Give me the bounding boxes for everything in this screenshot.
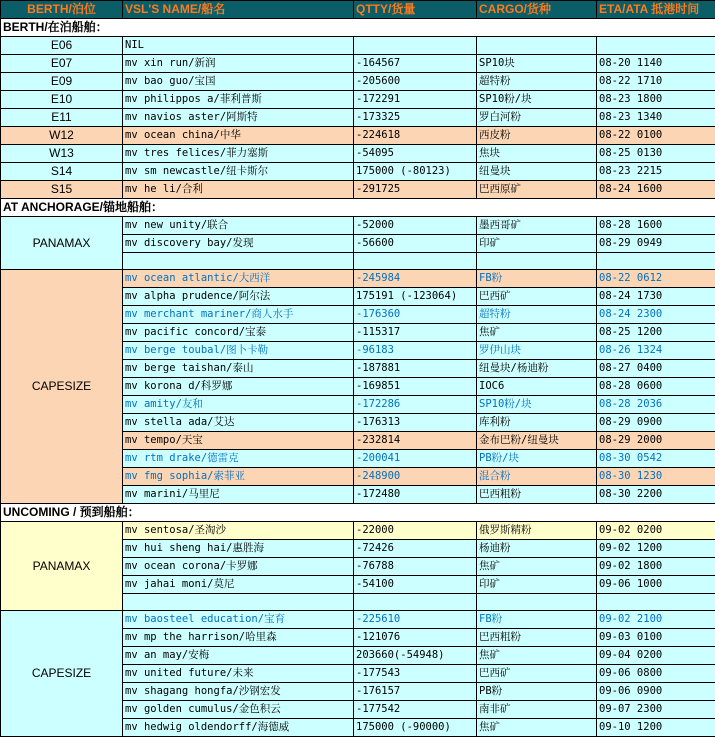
berth-cell[interactable]: W12: [1, 127, 123, 145]
vessel-class-cell[interactable]: CAPESIZE: [1, 611, 123, 737]
eta-cell[interactable]: 09-02 0200: [597, 522, 715, 540]
quantity-cell[interactable]: -225610: [354, 611, 477, 629]
eta-cell[interactable]: 09-07 2300: [597, 701, 715, 719]
berth-cell[interactable]: E06: [1, 37, 123, 55]
cargo-cell[interactable]: 俄罗斯精粉: [477, 522, 597, 540]
quantity-cell[interactable]: -224618: [354, 127, 477, 145]
vessel-name-cell[interactable]: mv he li/合利: [123, 181, 354, 199]
vessel-name-cell[interactable]: mv ocean corona/卡罗娜: [123, 558, 354, 576]
quantity-cell[interactable]: -172291: [354, 91, 477, 109]
vessel-name-cell[interactable]: mv mp the harrison/哈里森: [123, 629, 354, 647]
vessel-name-cell[interactable]: mv berge toubal/图卜卡勒: [123, 342, 354, 360]
quantity-cell[interactable]: -96183: [354, 342, 477, 360]
section-header-row: [1, 19, 715, 37]
quantity-cell[interactable]: 175000 (-80123): [354, 163, 477, 181]
eta-cell[interactable]: 09-02 1800: [597, 558, 715, 576]
vessel-name-cell[interactable]: mv pacific concord/宝泰: [123, 324, 354, 342]
eta-cell[interactable]: 09-06 1000: [597, 576, 715, 594]
cargo-cell[interactable]: 焦矿: [477, 558, 597, 576]
quantity-cell[interactable]: -172286: [354, 396, 477, 414]
eta-cell[interactable]: 08-30 0542: [597, 450, 715, 468]
cargo-cell[interactable]: 巴西粗粉: [477, 486, 597, 504]
eta-cell[interactable]: 08-22 0100: [597, 127, 715, 145]
cargo-cell[interactable]: 超特粉: [477, 73, 597, 91]
cargo-cell[interactable]: 印矿: [477, 235, 597, 253]
cargo-cell[interactable]: 西皮粉: [477, 127, 597, 145]
cargo-cell[interactable]: 杨迪粉: [477, 540, 597, 558]
quantity-cell[interactable]: -115317: [354, 324, 477, 342]
vessel-name-cell[interactable]: mv an may/安梅: [123, 647, 354, 665]
quantity-cell[interactable]: -245984: [354, 270, 477, 288]
eta-cell[interactable]: 09-10 1200: [597, 719, 715, 737]
vessel-name-cell[interactable]: mv stella ada/艾达: [123, 414, 354, 432]
cargo-cell[interactable]: 巴西原矿: [477, 181, 597, 199]
berth-cell[interactable]: E11: [1, 109, 123, 127]
section-title[interactable]: BERTH/在泊船舶：: [1, 19, 715, 37]
berth-cell[interactable]: E09: [1, 73, 123, 91]
section-header-row: [1, 199, 715, 217]
vessel-name-cell[interactable]: mv shagang hongfa/沙钢宏发: [123, 683, 354, 701]
eta-cell[interactable]: 09-02 2100: [597, 611, 715, 629]
vessel-name-cell[interactable]: mv new unity/联合: [123, 217, 354, 235]
table-row: [1, 55, 715, 73]
berth-cell[interactable]: S15: [1, 181, 123, 199]
cargo-cell[interactable]: 巴西矿: [477, 665, 597, 683]
cargo-cell[interactable]: SP10块: [477, 55, 597, 73]
table-row: [1, 127, 715, 145]
cargo-cell[interactable]: 焦矿: [477, 324, 597, 342]
eta-cell[interactable]: 08-22 0612: [597, 270, 715, 288]
table-row: [1, 37, 715, 55]
cargo-cell[interactable]: 焦矿: [477, 719, 597, 737]
vessel-class-cell[interactable]: PANAMAX: [1, 217, 123, 270]
eta-cell[interactable]: 09-06 0900: [597, 683, 715, 701]
cargo-cell[interactable]: 南非矿: [477, 701, 597, 719]
table-row: [1, 270, 715, 288]
section-title[interactable]: UNCOMING / 预到船舶：: [1, 504, 715, 522]
vessel-name-cell[interactable]: mv tempo/天宝: [123, 432, 354, 450]
berth-cell[interactable]: S14: [1, 163, 123, 181]
eta-cell[interactable]: 08-29 0900: [597, 414, 715, 432]
col-header-cargo[interactable]: CARGO/货种: [477, 1, 597, 19]
eta-cell[interactable]: 08-30 2200: [597, 486, 715, 504]
cargo-cell[interactable]: 库利粉: [477, 414, 597, 432]
quantity-cell[interactable]: [354, 37, 477, 55]
cargo-cell[interactable]: 焦块: [477, 145, 597, 163]
cargo-cell[interactable]: 印矿: [477, 576, 597, 594]
vessel-name-cell[interactable]: mv ocean china/中华: [123, 127, 354, 145]
eta-cell[interactable]: [597, 37, 715, 55]
section-header-row: [1, 504, 715, 522]
cargo-cell[interactable]: 纽曼块/杨迪粉: [477, 360, 597, 378]
eta-cell[interactable]: 08-23 1800: [597, 91, 715, 109]
quantity-cell[interactable]: -176360: [354, 306, 477, 324]
vessel-name-cell[interactable]: mv baosteel education/宝育: [123, 611, 354, 629]
quantity-cell[interactable]: -22000: [354, 522, 477, 540]
quantity-cell[interactable]: -72426: [354, 540, 477, 558]
header-row: [1, 1, 715, 19]
vessel-name-cell[interactable]: mv merchant mariner/商人水手: [123, 306, 354, 324]
quantity-cell[interactable]: -121076: [354, 629, 477, 647]
eta-cell[interactable]: 08-22 1710: [597, 73, 715, 91]
quantity-cell[interactable]: -177543: [354, 665, 477, 683]
eta-cell[interactable]: 08-30 1230: [597, 468, 715, 486]
vessel-name-cell[interactable]: [123, 594, 354, 611]
vessel-name-cell[interactable]: mv tres felices/菲力塞斯: [123, 145, 354, 163]
table-row: [1, 522, 715, 540]
quantity-cell[interactable]: -187881: [354, 360, 477, 378]
eta-cell[interactable]: 08-29 0949: [597, 235, 715, 253]
eta-cell[interactable]: 09-03 0100: [597, 629, 715, 647]
vessel-name-cell[interactable]: mv hedwig oldendorff/海德威: [123, 719, 354, 737]
col-header-eta[interactable]: ETA/ATA 抵港时间: [597, 1, 715, 19]
vessel-name-cell[interactable]: mv sentosa/圣淘沙: [123, 522, 354, 540]
eta-cell[interactable]: 09-04 0200: [597, 647, 715, 665]
vessel-name-cell[interactable]: mv berge taishan/泰山: [123, 360, 354, 378]
eta-cell[interactable]: 08-28 0600: [597, 378, 715, 396]
quantity-cell[interactable]: -205600: [354, 73, 477, 91]
cargo-cell[interactable]: 纽曼块: [477, 163, 597, 181]
quantity-cell[interactable]: -54095: [354, 145, 477, 163]
vessel-name-cell[interactable]: mv bao guo/宝国: [123, 73, 354, 91]
vessel-name-cell[interactable]: mv sm newcastle/纽卡斯尔: [123, 163, 354, 181]
cargo-cell[interactable]: IOC6: [477, 378, 597, 396]
vessel-name-cell[interactable]: mv united future/未来: [123, 665, 354, 683]
cargo-cell[interactable]: 墨西哥矿: [477, 217, 597, 235]
table-row: [1, 109, 715, 127]
eta-cell[interactable]: [597, 253, 715, 270]
quantity-cell[interactable]: [354, 253, 477, 270]
cargo-cell[interactable]: 超特粉: [477, 306, 597, 324]
cargo-cell[interactable]: [477, 37, 597, 55]
eta-cell[interactable]: 08-20 1140: [597, 55, 715, 73]
vessel-name-cell[interactable]: mv amity/友和: [123, 396, 354, 414]
berth-cell[interactable]: E10: [1, 91, 123, 109]
section-title[interactable]: AT ANCHORAGE/锚地船舶：: [1, 199, 715, 217]
schedule-body: [1, 1, 715, 737]
cargo-cell[interactable]: SP10粉/块: [477, 91, 597, 109]
cargo-cell[interactable]: 混合粉: [477, 468, 597, 486]
eta-cell[interactable]: 08-24 1730: [597, 288, 715, 306]
quantity-cell[interactable]: -200041: [354, 450, 477, 468]
quantity-cell[interactable]: -232814: [354, 432, 477, 450]
eta-cell[interactable]: 08-26 1324: [597, 342, 715, 360]
vessel-name-cell[interactable]: mv philippos a/菲利普斯: [123, 91, 354, 109]
table-row: [1, 91, 715, 109]
quantity-cell[interactable]: 203660(-54948): [354, 647, 477, 665]
quantity-cell[interactable]: -248900: [354, 468, 477, 486]
quantity-cell[interactable]: -176313: [354, 414, 477, 432]
col-header-qty[interactable]: QTTY/货量: [354, 1, 477, 19]
vessel-name-cell[interactable]: mv xin run/新润: [123, 55, 354, 73]
table-row: [1, 181, 715, 199]
vessel-name-cell[interactable]: NIL: [123, 37, 354, 55]
berth-cell[interactable]: W13: [1, 145, 123, 163]
eta-cell[interactable]: 08-25 1200: [597, 324, 715, 342]
eta-cell[interactable]: 08-27 0400: [597, 360, 715, 378]
quantity-cell[interactable]: -52000: [354, 217, 477, 235]
table-row: [1, 163, 715, 181]
eta-cell[interactable]: 08-28 2036: [597, 396, 715, 414]
vessel-name-cell[interactable]: mv jahai moni/莫尼: [123, 576, 354, 594]
cargo-cell[interactable]: FB粉: [477, 611, 597, 629]
table-row: [1, 73, 715, 91]
eta-cell[interactable]: 08-24 1600: [597, 181, 715, 199]
col-header-vessel[interactable]: VSL'S NAME/船名: [123, 1, 354, 19]
vessel-name-cell[interactable]: mv golden cumulus/金色积云: [123, 701, 354, 719]
quantity-cell[interactable]: -169851: [354, 378, 477, 396]
eta-cell[interactable]: 08-25 0130: [597, 145, 715, 163]
quantity-cell[interactable]: -176157: [354, 683, 477, 701]
quantity-cell[interactable]: -177542: [354, 701, 477, 719]
eta-cell[interactable]: 08-29 2000: [597, 432, 715, 450]
cargo-cell[interactable]: [477, 253, 597, 270]
quantity-cell[interactable]: [354, 594, 477, 611]
quantity-cell[interactable]: -172480: [354, 486, 477, 504]
vessel-name-cell[interactable]: [123, 253, 354, 270]
quantity-cell[interactable]: -56600: [354, 235, 477, 253]
vessel-name-cell[interactable]: mv hui sheng hai/惠胜海: [123, 540, 354, 558]
vessel-class-cell[interactable]: CAPESIZE: [1, 270, 123, 504]
vessel-name-cell[interactable]: mv korona d/科罗娜: [123, 378, 354, 396]
quantity-cell[interactable]: 175191 (-123064): [354, 288, 477, 306]
eta-cell[interactable]: 08-23 2215: [597, 163, 715, 181]
cargo-cell[interactable]: 罗伊山块: [477, 342, 597, 360]
quantity-cell[interactable]: -76788: [354, 558, 477, 576]
cargo-cell[interactable]: 巴西矿: [477, 288, 597, 306]
table-row: [1, 611, 715, 629]
eta-cell[interactable]: 08-24 2300: [597, 306, 715, 324]
quantity-cell[interactable]: -173325: [354, 109, 477, 127]
cargo-cell[interactable]: PB粉/块: [477, 450, 597, 468]
col-header-berth[interactable]: BERTH/泊位: [1, 1, 123, 19]
cargo-cell[interactable]: PB粉: [477, 683, 597, 701]
vessel-name-cell[interactable]: mv rtm drake/德雷克: [123, 450, 354, 468]
eta-cell[interactable]: [597, 594, 715, 611]
cargo-cell[interactable]: 金布巴粉/纽曼块: [477, 432, 597, 450]
cargo-cell[interactable]: 焦矿: [477, 647, 597, 665]
vessel-name-cell[interactable]: mv marini/马里尼: [123, 486, 354, 504]
vessel-name-cell[interactable]: mv navios aster/阿斯特: [123, 109, 354, 127]
cargo-cell[interactable]: SP10粉/块: [477, 396, 597, 414]
vessel-name-cell[interactable]: mv alpha prudence/阿尔法: [123, 288, 354, 306]
table-row: [1, 145, 715, 163]
vessel-name-cell[interactable]: mv ocean atlantic/大西洋: [123, 270, 354, 288]
vessel-name-cell[interactable]: mv fmg sophia/索菲亚: [123, 468, 354, 486]
eta-cell[interactable]: 08-28 1600: [597, 217, 715, 235]
vessel-class-cell[interactable]: PANAMAX: [1, 522, 123, 611]
quantity-cell[interactable]: -164567: [354, 55, 477, 73]
vessel-name-cell[interactable]: mv discovery bay/发现: [123, 235, 354, 253]
quantity-cell[interactable]: -54100: [354, 576, 477, 594]
berth-cell[interactable]: E07: [1, 55, 123, 73]
table-row: [1, 217, 715, 235]
eta-cell[interactable]: 08-23 1340: [597, 109, 715, 127]
eta-cell[interactable]: 09-06 0800: [597, 665, 715, 683]
eta-cell[interactable]: 09-02 1200: [597, 540, 715, 558]
quantity-cell[interactable]: -291725: [354, 181, 477, 199]
cargo-cell[interactable]: FB粉: [477, 270, 597, 288]
cargo-cell[interactable]: [477, 594, 597, 611]
cargo-cell[interactable]: 罗白河粉: [477, 109, 597, 127]
quantity-cell[interactable]: 175000 (-90000): [354, 719, 477, 737]
cargo-cell[interactable]: 巴西粗粉: [477, 629, 597, 647]
